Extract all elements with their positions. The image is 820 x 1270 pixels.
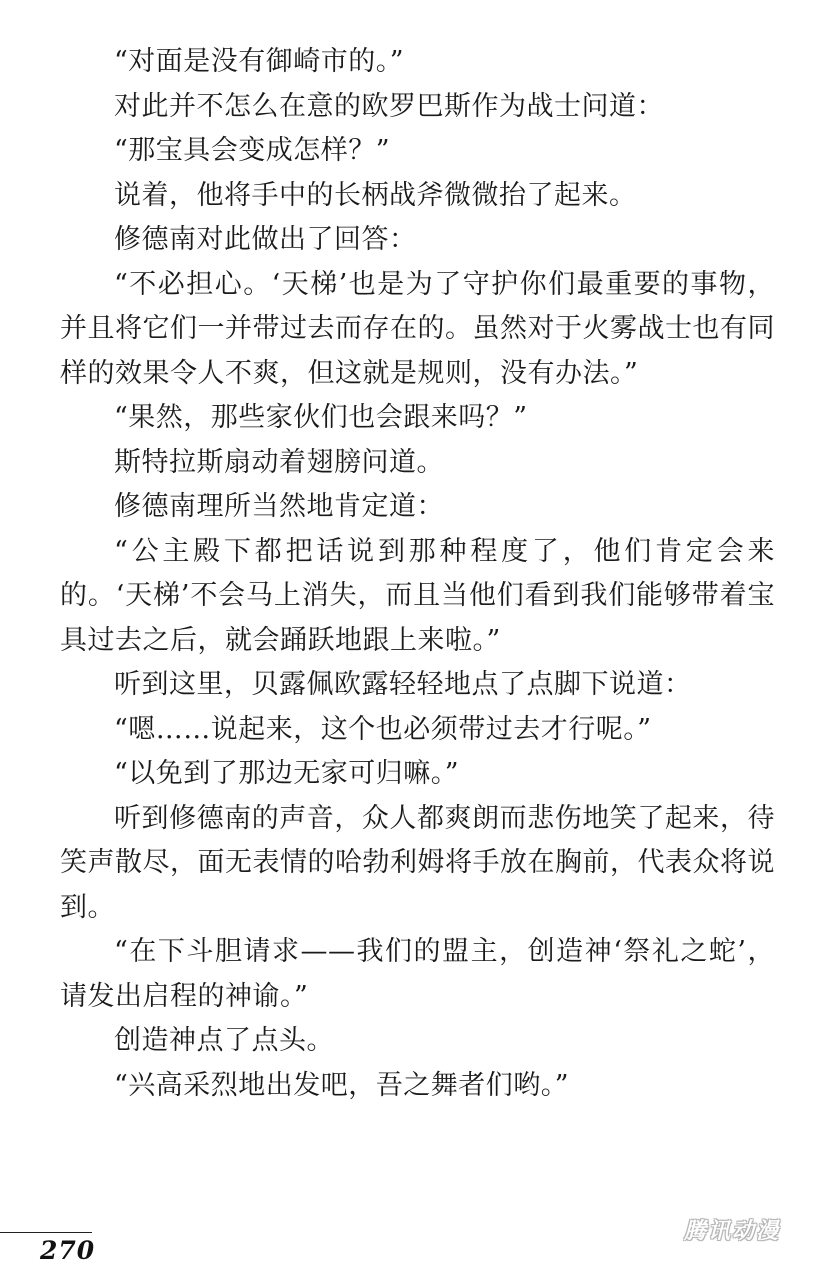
page-number: 270	[40, 1236, 96, 1265]
footer-divider	[0, 1232, 92, 1233]
paragraph: “对面是没有御崎市的。”	[114, 46, 405, 77]
paragraph: 听到修德南的声音，众人都爽朗而悲伤地笑了起来，待笑声散尽，面无表情的哈勃利姆将手放在胸前，代表众将说到。	[60, 802, 775, 923]
body-text	[60, 40, 775, 1108]
paragraph: 修德南对此做出了回答：	[114, 224, 417, 255]
paragraph: “公主殿下都把话说到那种程度了，他们肯定会来的。‘天梯’不会马上消失，而且当他们看到我们能够带着宝具过去之后，就会踊跃地跟上来啦。”	[60, 535, 775, 656]
paragraph: 创造神点了点头。	[114, 1025, 334, 1056]
watermark-logo: 腾讯动漫	[683, 1218, 780, 1244]
paragraph: “不必担心。‘天梯’也是为了守护你们最重要的事物，并且将它们一并带过去而存在的。虽然对于火雾战士也有同样的效果令人不爽，但这就是规则，没有办法。”	[60, 268, 775, 389]
paragraph: “在下斗胆请求——我们的盟主，创造神‘祭礼之蛇’，请发出启程的神谕。”	[60, 936, 775, 1012]
paragraph: 听到这里，贝露佩欧露轻轻地点了点脚下说道：	[114, 669, 692, 700]
paragraph: “以免到了那边无家可归嘛。”	[114, 758, 460, 789]
paragraph: 修德南理所当然地肯定道：	[114, 491, 444, 522]
paragraph: 斯特拉斯扇动着翅膀问道。	[114, 446, 444, 478]
paragraph: 说着，他将手中的长柄战斧微微抬了起来。	[114, 179, 637, 211]
paragraph: 对此并不怎么在意的欧罗巴斯作为战士问道：	[114, 90, 664, 122]
paragraph: “果然，那些家伙们也会跟来吗？”	[114, 402, 528, 433]
paragraph: “那宝具会变成怎样？”	[114, 135, 391, 166]
paragraph: “嗯……说起来，这个也必须带过去才行呢。”	[114, 713, 652, 745]
paragraph: “兴高采烈地出发吧，吾之舞者们哟。”	[114, 1069, 570, 1101]
